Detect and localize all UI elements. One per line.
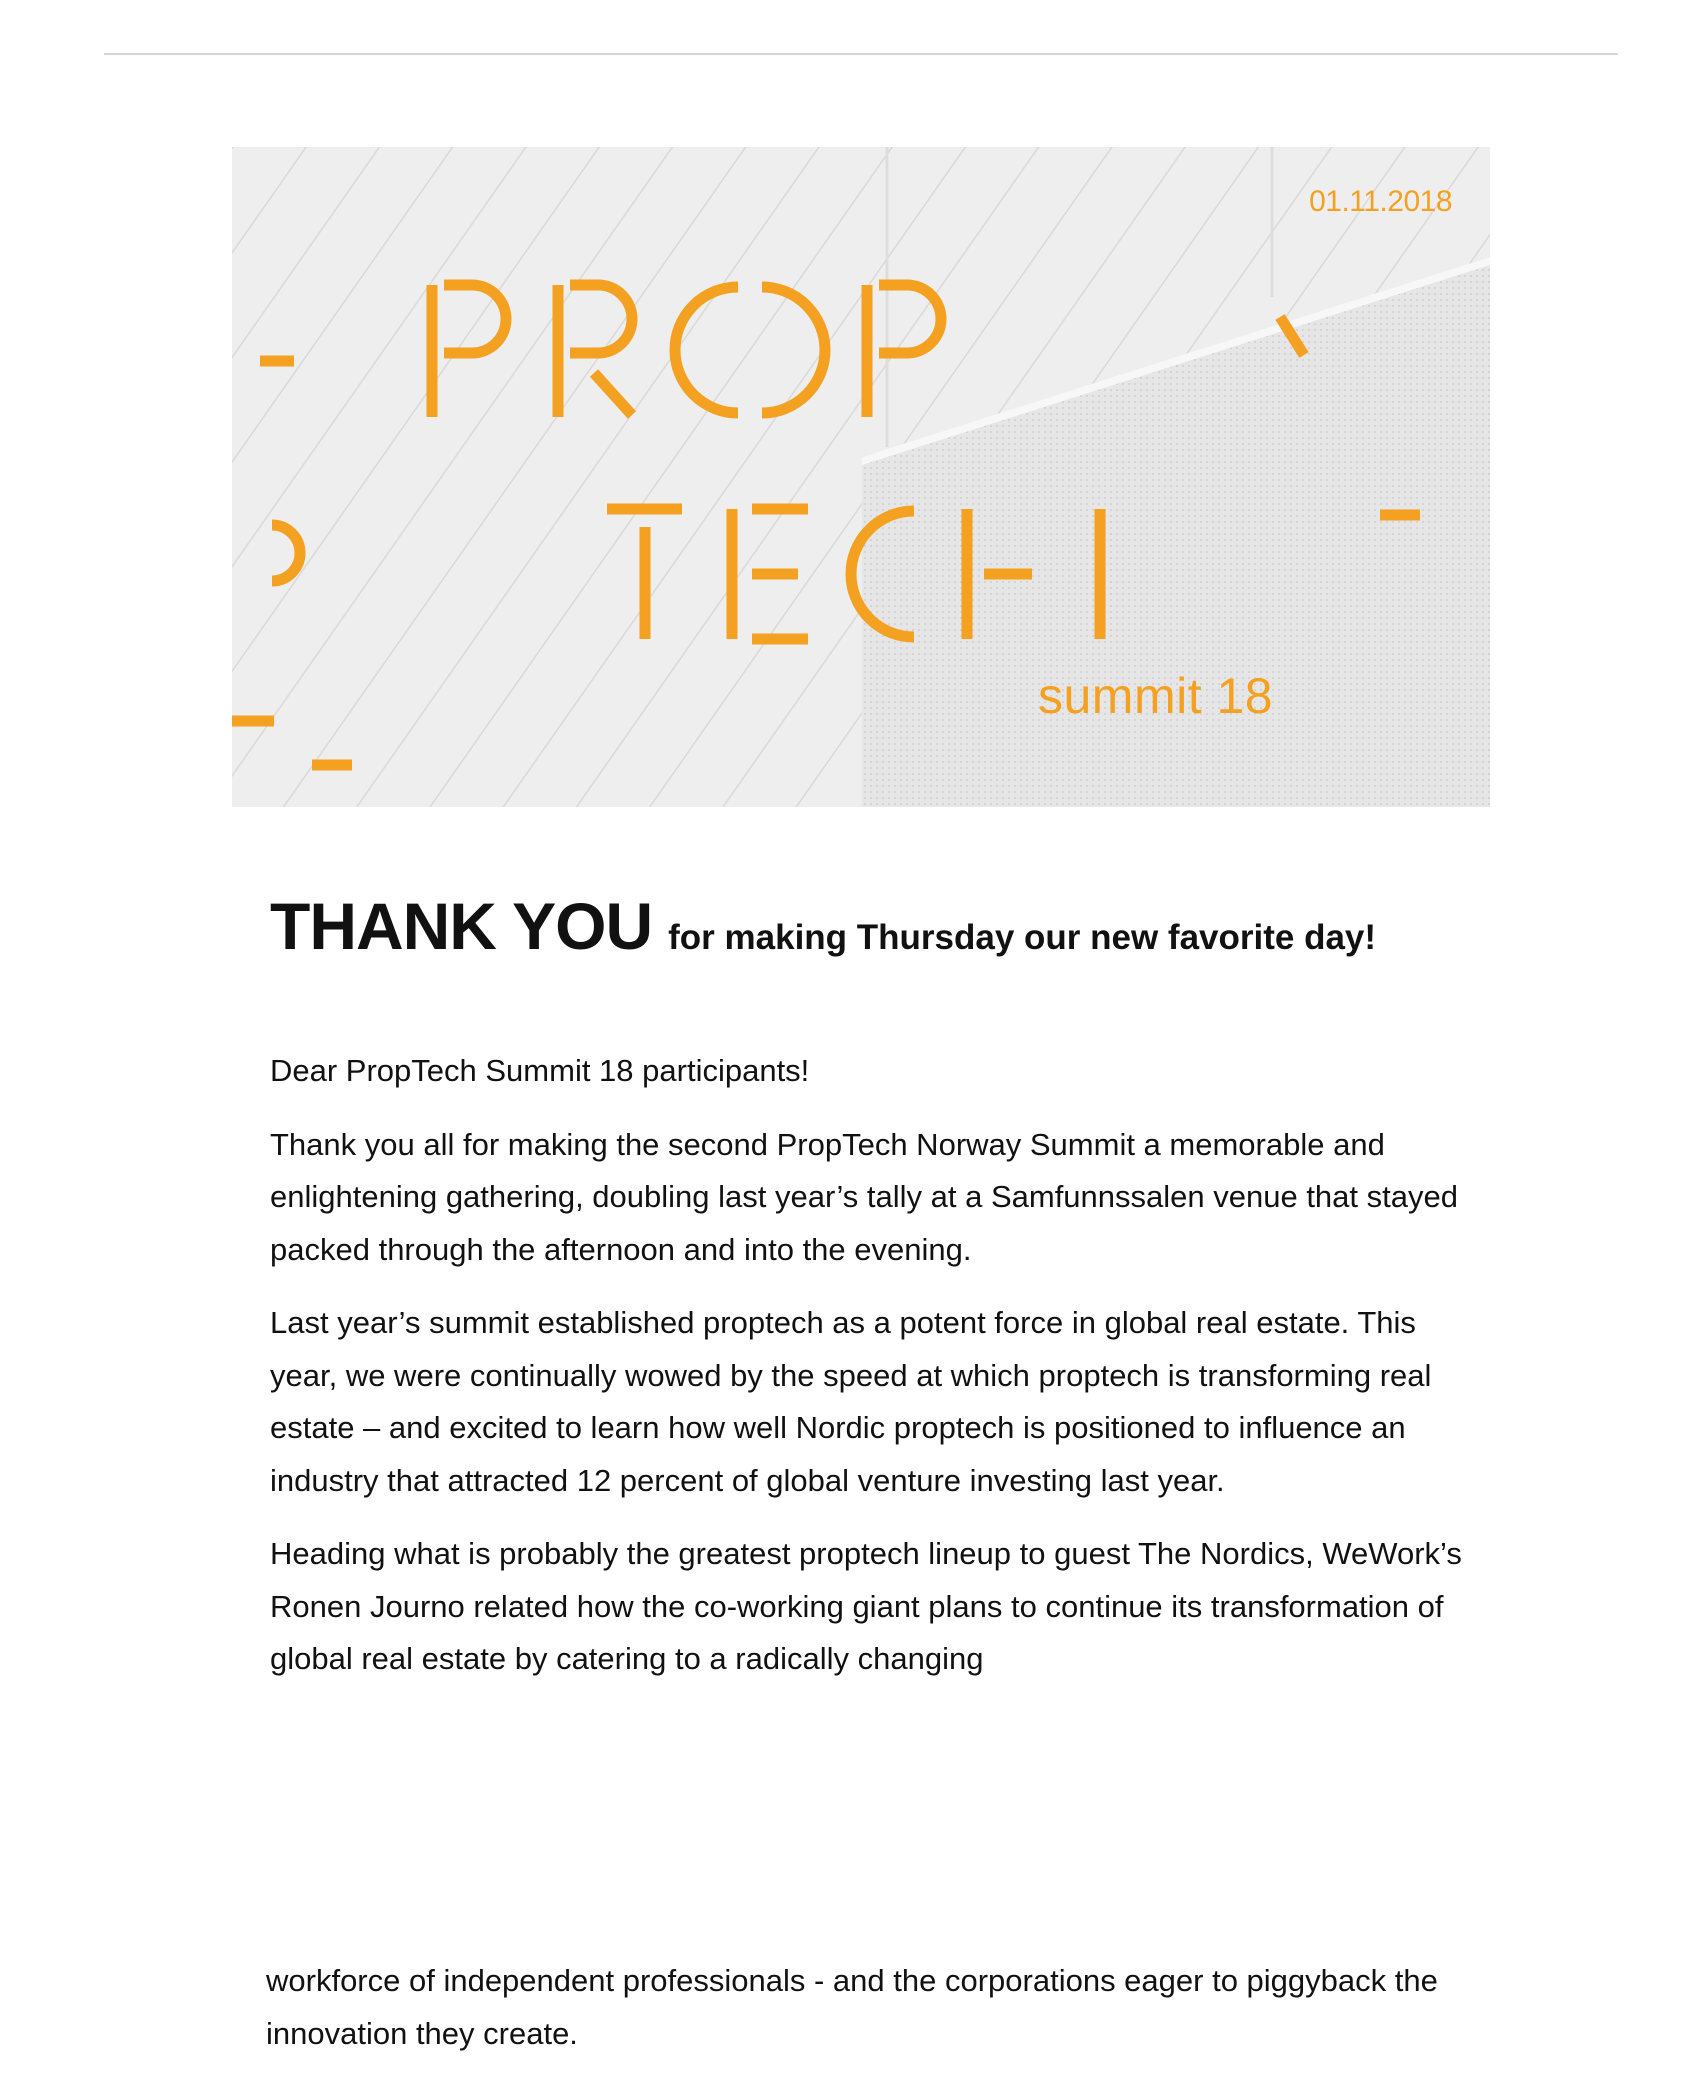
headline-tagline: for making Thursday our new favorite day!	[668, 918, 1377, 957]
event-banner	[232, 147, 1490, 807]
event-date: 01.11.2018	[1309, 185, 1452, 218]
letter-continuation	[266, 1955, 1466, 2060]
greeting: Dear PropTech Summit 18 participants!	[270, 1053, 810, 1088]
paragraph-2: Last year’s summit established proptech as a potent force in global real estate. This year, we were continually wowed by the speed at which proptech is transforming real estate – and excited to learn how well Nordic proptech is positioned to influence an industry that attracted 12 percent of global venture investing last year.	[270, 1305, 1432, 1498]
headline	[270, 888, 1470, 964]
top-divider	[104, 53, 1618, 55]
event-subtitle: summit 18	[1038, 668, 1274, 724]
paragraph-1: Thank you all for making the second PropTech Norway Summit a memorable and enlightening gathering, doubling last year’s tally at a Samfunnssalen venue that stayed packed through the afternoon and into the evening.	[270, 1126, 1458, 1267]
paragraph-3: Heading what is probably the greatest proptech lineup to guest The Nordics, WeWork’s Ronen Journo related how the co-working giant plans to continue its transformation of global real estate by catering to a radically changing	[270, 1536, 1462, 1676]
paragraph-3-continued: workforce of independent professionals - and the corporations eager to piggyback the innovation they create.	[266, 1963, 1438, 2051]
headline-thank-you: THANK YOU	[270, 889, 653, 963]
banner-artwork	[232, 147, 1490, 807]
letter-body	[270, 1045, 1470, 1707]
